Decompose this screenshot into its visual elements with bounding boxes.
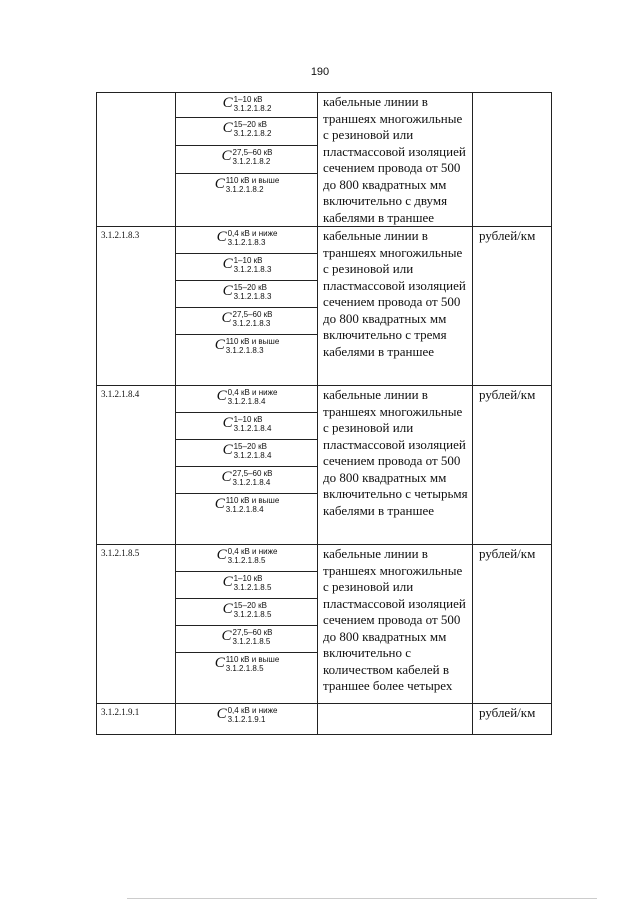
rate-symbol: C (222, 601, 233, 617)
rate-formula (176, 470, 318, 487)
rate-symbol: C (222, 574, 233, 590)
rate-formula (176, 311, 318, 328)
rate-index: 3.1.2.1.8.5 (227, 556, 266, 565)
voltage-class: 1–10 кВ (233, 95, 263, 104)
voltage-class: 27,5–60 кВ (232, 310, 273, 319)
voltage-class: 110 кВ и выше (225, 337, 280, 346)
rate-formula (176, 389, 318, 406)
tariff-table (96, 92, 552, 735)
rate-formula (176, 121, 318, 138)
rate-symbol: C (221, 147, 232, 164)
rate-index: 3.1.2.1.8.3 (232, 319, 271, 328)
item-code: 3.1.2.1.8.5 (97, 545, 176, 704)
voltage-class: 27,5–60 кВ (232, 147, 273, 157)
rate-formula-cell (176, 173, 318, 226)
rate-formula (176, 177, 318, 194)
item-description: кабельные линии в траншеях многожильные с резиновой или пластмассовой изоляцией сечением провода от 500 до 800 квадратных мм включительно с четырьмя кабелями в траншее (318, 386, 473, 545)
rate-formula-cell (176, 413, 318, 440)
rate-symbol: C (214, 496, 225, 512)
item-code: 3.1.2.1.8.3 (97, 227, 176, 386)
rate-formula (176, 548, 318, 565)
item-unit: рублей/км (473, 227, 552, 386)
voltage-class: 15–20 кВ (233, 283, 267, 292)
rate-formula-cell (176, 572, 318, 599)
rate-symbol: C (214, 337, 225, 353)
voltage-class: 15–20 кВ (233, 442, 267, 451)
rate-formula (176, 629, 318, 646)
voltage-class: 110 кВ и выше (225, 496, 280, 505)
rate-symbol: C (222, 283, 233, 299)
rate-index: 3.1.2.1.8.5 (233, 583, 272, 592)
item-code: 3.1.2.1.8.4 (97, 386, 176, 545)
rate-index: 3.1.2.1.8.2 (225, 184, 264, 194)
rate-formula-cell (176, 335, 318, 386)
item-description (318, 704, 473, 735)
rate-index: 3.1.2.1.8.4 (233, 424, 272, 433)
rate-formula (176, 416, 318, 433)
rate-symbol: C (214, 175, 225, 192)
rate-index: 3.1.2.1.8.4 (232, 478, 271, 487)
rate-symbol: C (222, 119, 233, 136)
item-unit: рублей/км (473, 704, 552, 735)
item-unit (473, 93, 552, 227)
table-row (97, 93, 552, 118)
rate-index: 3.1.2.1.8.4 (227, 397, 266, 406)
rate-formula (176, 575, 318, 592)
rate-formula-cell (176, 308, 318, 335)
voltage-class: 0,4 кВ и ниже (227, 706, 278, 715)
rate-index: 3.1.2.1.8.5 (225, 664, 264, 673)
rate-formula-cell (176, 227, 318, 254)
item-code (97, 93, 176, 227)
voltage-class: 0,4 кВ и ниже (227, 388, 278, 397)
rate-symbol: C (221, 310, 232, 326)
rate-formula (176, 707, 318, 724)
voltage-class: 27,5–60 кВ (232, 628, 273, 637)
rate-symbol: C (221, 469, 232, 485)
rate-formula-cell (176, 117, 318, 145)
rate-symbol: C (216, 229, 227, 245)
table-row (97, 704, 552, 735)
rate-formula (176, 96, 318, 113)
rate-formula-cell (176, 93, 318, 118)
rate-symbol: C (222, 95, 233, 111)
voltage-class: 27,5–60 кВ (232, 469, 273, 478)
rate-formula-cell (176, 653, 318, 704)
rate-formula (176, 284, 318, 301)
rate-symbol: C (216, 547, 227, 563)
voltage-class: 1–10 кВ (233, 415, 263, 424)
rate-index: 3.1.2.1.8.2 (233, 128, 272, 138)
voltage-class: 0,4 кВ и ниже (227, 547, 278, 556)
rate-formula (176, 230, 318, 247)
rate-formula (176, 656, 318, 673)
rate-formula-cell (176, 599, 318, 626)
voltage-class: 15–20 кВ (233, 601, 267, 610)
table-row (97, 386, 552, 413)
rate-formula-cell (176, 386, 318, 413)
voltage-class: 1–10 кВ (233, 256, 263, 265)
page-number: 190 (310, 66, 330, 78)
rate-formula-cell (176, 440, 318, 467)
voltage-class: 15–20 кВ (233, 119, 267, 129)
rate-symbol: C (214, 655, 225, 671)
rate-formula (176, 257, 318, 274)
page-bottom-rule (127, 898, 597, 899)
rate-formula (176, 602, 318, 619)
item-unit: рублей/км (473, 545, 552, 704)
rate-index: 3.1.2.1.8.3 (225, 346, 264, 355)
rate-formula-cell (176, 254, 318, 281)
rate-index: 3.1.2.1.8.4 (233, 451, 272, 460)
rate-index: 3.1.2.1.8.3 (233, 265, 272, 274)
rate-symbol: C (221, 628, 232, 644)
voltage-class: 0,4 кВ и ниже (227, 229, 278, 238)
rate-formula (176, 338, 318, 355)
item-description: кабельные линии в траншеях многожильные с резиновой или пластмассовой изоляцией сечением провода от 500 до 800 квадратных мм включительно с двумя кабелями в траншее (318, 93, 473, 227)
item-code: 3.1.2.1.9.1 (97, 704, 176, 735)
rate-symbol: C (222, 256, 233, 272)
item-description: кабельные линии в траншеях многожильные с резиновой или пластмассовой изоляцией сечением провода от 500 до 800 квадратных мм включительно с количеством кабелей в траншее более четырех (318, 545, 473, 704)
rate-index: 3.1.2.1.8.4 (225, 505, 264, 514)
voltage-class: 110 кВ и выше (225, 655, 280, 664)
rate-formula (176, 443, 318, 460)
rate-formula-cell (176, 467, 318, 494)
rate-formula-cell (176, 626, 318, 653)
rate-formula-cell (176, 281, 318, 308)
rate-formula-cell (176, 545, 318, 572)
rate-symbol: C (216, 388, 227, 404)
rate-index: 3.1.2.1.8.2 (233, 104, 272, 113)
rate-index: 3.1.2.1.8.5 (233, 610, 272, 619)
rate-formula (176, 497, 318, 514)
rate-symbol: C (222, 442, 233, 458)
voltage-class: 1–10 кВ (233, 574, 263, 583)
rate-index: 3.1.2.1.8.5 (232, 637, 271, 646)
item-description: кабельные линии в траншеях многожильные с резиновой или пластмассовой изоляцией сечением провода от 500 до 800 квадратных мм включительно с тремя кабелями в траншее (318, 227, 473, 386)
table-row (97, 227, 552, 254)
item-unit: рублей/км (473, 386, 552, 545)
rate-index: 3.1.2.1.8.3 (227, 238, 266, 247)
rate-index: 3.1.2.1.8.3 (233, 292, 272, 301)
voltage-class: 110 кВ и выше (225, 175, 280, 185)
rate-formula-cell (176, 145, 318, 173)
rate-symbol: C (222, 415, 233, 431)
rate-formula-cell (176, 494, 318, 545)
rate-symbol: C (216, 706, 227, 722)
rate-formula-cell (176, 704, 318, 735)
table-row (97, 545, 552, 572)
rate-formula (176, 149, 318, 166)
rate-index: 3.1.2.1.9.1 (227, 715, 266, 724)
rate-index: 3.1.2.1.8.2 (232, 156, 271, 166)
